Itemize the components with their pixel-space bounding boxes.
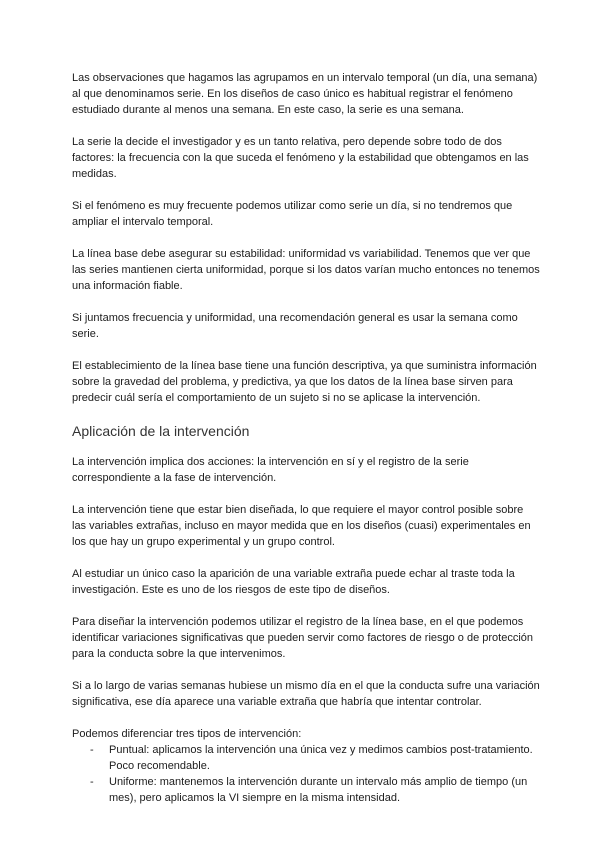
list-item — [72, 774, 540, 806]
list-item — [72, 742, 540, 774]
paragraph: La intervención tiene que estar bien diseñada, lo que requiere el mayor control posible sobre las variables extrañas, incluso en mayor medida que en los diseños (cuasi) experimentales en los que hay un grupo experimental y un grupo control. — [72, 504, 531, 548]
paragraph: El establecimiento de la línea base tiene una función descriptiva, ya que suministra información sobre la gravedad del problema, y predictiva, ya que los datos de la línea base sirven para predecir cuál sería el comportamiento de un sujeto si no se aplicase la intervención. — [72, 360, 537, 404]
paragraph: Si juntamos frecuencia y uniformidad, una recomendación general es usar la semana como serie. — [72, 312, 518, 340]
paragraph: Al estudiar un único caso la aparición de una variable extraña puede echar al traste toda la investigación. Este es uno de los riesgos de este tipo de diseños. — [72, 568, 515, 596]
list-bullet: - — [90, 744, 94, 756]
section-heading: Aplicación de la intervención — [72, 423, 250, 439]
list-intro: Podemos diferenciar tres tipos de intervención: — [72, 728, 302, 740]
paragraph: Para diseñar la intervención podemos utilizar el registro de la línea base, en el que podemos identificar variaciones significativas que pueden servir como factores de riesgo o de protección para la conducta sobre la que intervenimos. — [72, 616, 534, 660]
paragraph: La serie la decide el investigador y es un tanto relativa, pero depende sobre todo de dos factores: la frecuencia con la que suceda el fenómeno y la estabilidad que obtengamos en las medidas. — [72, 136, 529, 180]
paragraph: Si el fenómeno es muy frecuente podemos utilizar como serie un día, si no tendremos que ampliar el intervalo temporal. — [72, 200, 513, 228]
paragraph: Las observaciones que hagamos las agrupamos en un intervalo temporal (un día, una semana) al que denominamos serie. En los diseños de caso único es habitual registrar el fenómeno estudiado durante al menos una semana. En este caso, la serie es una semana. — [72, 72, 538, 116]
list-item-text: Puntual: aplicamos la intervención una única vez y medimos cambios post-tratamiento. Poco recomendable. — [109, 744, 533, 772]
intervention-types-list — [72, 742, 540, 806]
list-bullet: - — [90, 776, 94, 788]
paragraph: La intervención implica dos acciones: la intervención en sí y el registro de la serie correspondiente a la fase de intervención. — [72, 456, 469, 484]
paragraph: Si a lo largo de varias semanas hubiese un mismo día en el que la conducta sufre una variación significativa, ese día aparece una variable extraña que habría que intentar controlar. — [72, 680, 540, 708]
paragraph: La línea base debe asegurar su estabilidad: uniformidad vs variabilidad. Tenemos que ver que las series mantienen cierta uniformidad, porque si los datos varían mucho entonces no tenemos una información fiable. — [72, 248, 540, 292]
list-item-text: Uniforme: mantenemos la intervención durante un intervalo más amplio de tiempo (un mes), pero aplicamos la VI siempre en la misma intensidad. — [109, 776, 528, 804]
